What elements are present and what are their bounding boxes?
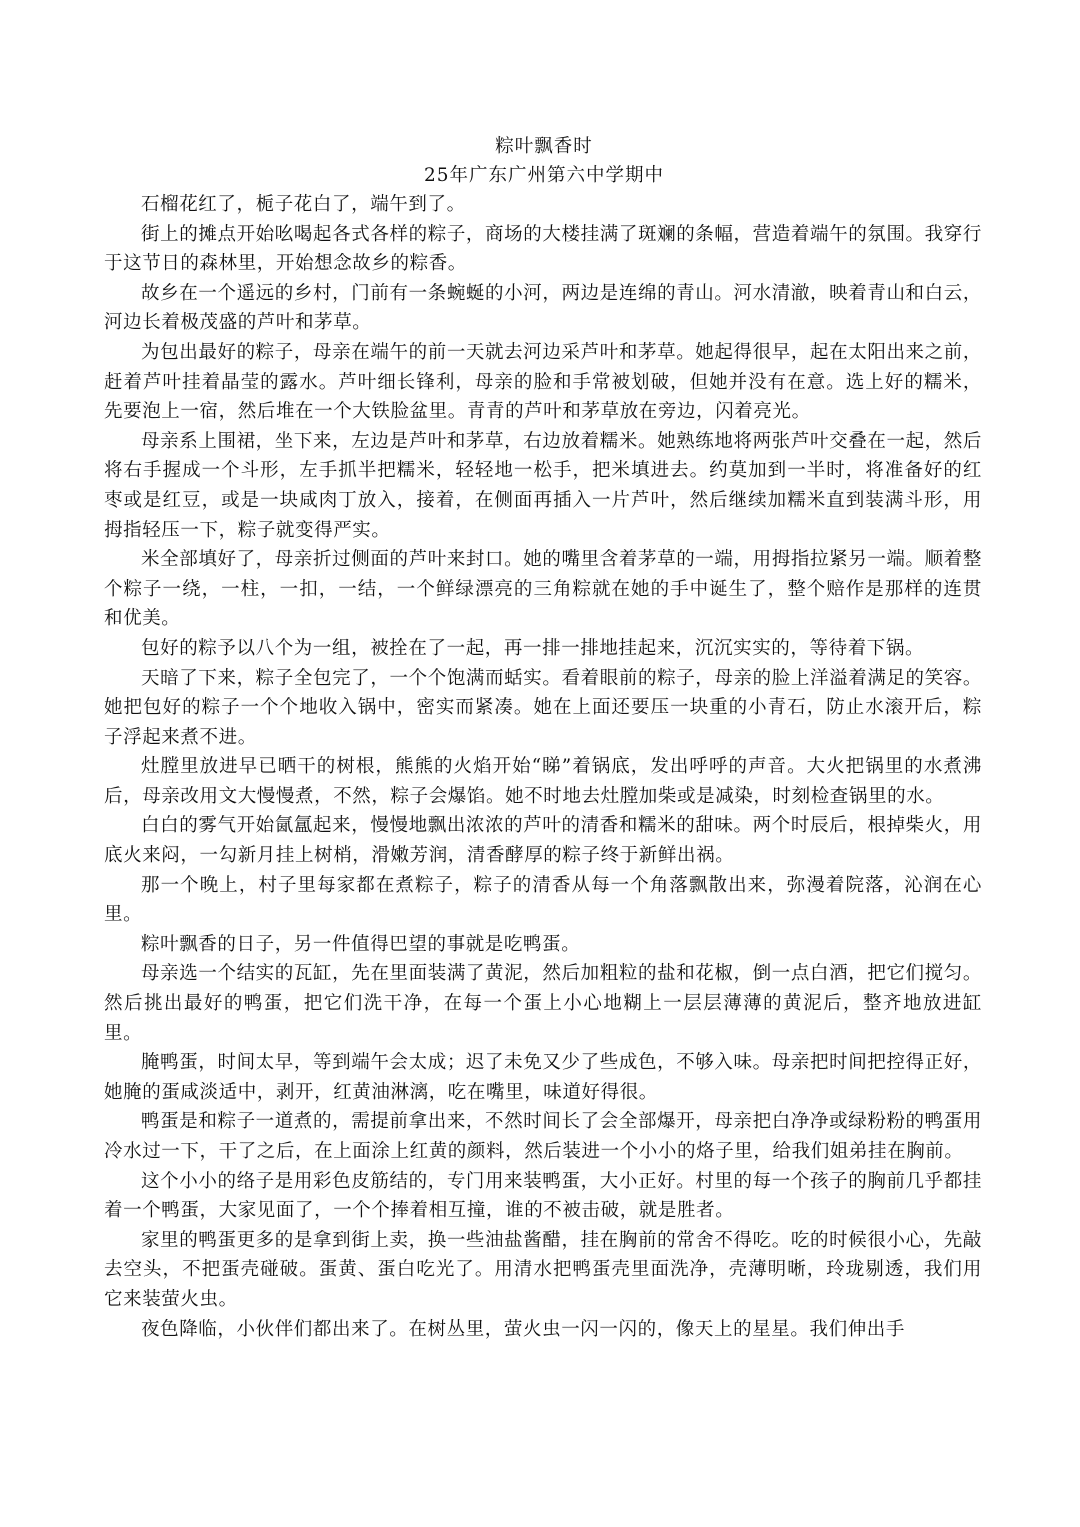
paragraph: 家里的鸭蛋更多的是拿到街上卖，换一些油盐酱醋，挂在胸前的常舍不得吃。吃的时候很小心，先敲去空头，不把蛋壳碰破。蛋黄、蛋白吃光了。用清水把鸭蛋壳里面洗净，壳薄明晰，玲珑剔透，我们用它来装萤火虫。 xyxy=(104,1229,982,1310)
paragraph: 故乡在一个遥远的乡村，门前有一条蜿蜒的小河，两边是连绵的青山。河水清澈，映着青山和白云，河边长着极茂盛的芦叶和茅草。 xyxy=(104,282,982,334)
paragraph: 米全部填好了，母亲折过侧面的芦叶来封口。她的嘴里含着茅草的一端，用拇指拉紧另一端。顺着整个粽子一绕，一柱，一扣，一结，一个鲜绿漂亮的三角粽就在她的手中诞生了，整个赔作是那样的连贯和优美。 xyxy=(104,549,982,630)
paragraph: 腌鸭蛋，时间太早，等到端午会太成；迟了未免又少了些成色，不够入味。母亲把时间把控得正好，她腌的蛋咸淡适中，剥开，红黄油淋漓，吃在嘴里，味道好得很。 xyxy=(104,1052,982,1103)
paragraph: 夜色降临，小伙伴们都出来了。在树丛里，萤火虫一闪一闪的，像天上的星星。我们伸出手 xyxy=(141,1318,906,1340)
paragraph: 白白的雾气开始氤氲起来，慢慢地飘出浓浓的芦叶的清香和糯米的甜味。两个时辰后，根掉柴火，用底火来闷，一勾新月挂上树梢，滑嫩芳润，清香酵厚的粽子终于新鲜出祸。 xyxy=(104,815,982,867)
title-block xyxy=(0,132,1080,190)
paragraph: 灶膛里放进早已晒干的树根，熊熊的火焰开始“睇”着锅底，发出呼呼的声音。大火把锅里的水煮沸后，母亲改用文大慢慢煮，不然，粽子会爆馅。她不时地去灶膛加柴或是减染，时刻检查锅里的水。 xyxy=(104,756,982,807)
document-subtitle: 25年广东广州第六中学期中 xyxy=(423,165,665,186)
paragraph: 石榴花红了，栀子花白了，端午到了。 xyxy=(141,194,466,215)
paragraph: 母亲系上围裙，坐下来，左边是芦叶和茅草，右边放着糯米。她熟练地将两张芦叶交叠在一起，然后将右手握成一个斗形，左手抓半把糯米，轻轻地一松手，把米填进去。约莫加到一半时，将准备好的红枣或是红豆，或是一块咸肉丁放入，接着，在侧面再插入一片芦叶，然后继续加糯米直到装满斗形，用拇指轻压一下，粽子就变得严实。 xyxy=(104,430,982,541)
paragraph: 鸭蛋是和粽子一道煮的，需提前拿出来，不然时间长了会全部爆开，母亲把白净净或绿粉粉的鸭蛋用冷水过一下，干了之后，在上面涂上红黄的颜料，然后装进一个小小的烙子里，给我们姐弟挂在胸前。 xyxy=(104,1111,982,1162)
paragraph: 包好的粽予以八个为一组，被拴在了一起，再一排一排地挂起来，沉沉实实的，等待着下锅。 xyxy=(141,637,925,659)
article-body xyxy=(104,190,982,1344)
paragraph: 天暗了下来，粽子全包完了，一个个饱满而蛞实。看着眼前的粽子，母亲的脸上洋溢着满足的笑容。她把包好的粽子一个个地收入锅中，密实而紧凑。她在上面还要压一块重的小青石，防止水滚开后，粽子浮起来煮不进。 xyxy=(104,667,982,748)
paragraph: 这个小小的络子是用彩色皮筋结的，专门用来装鸭蛋，大小正好。村里的每一个孩子的胸前几乎都挂着一个鸭蛋，大家见面了，一个个捧着相互撞，谁的不被击破，就是胜者。 xyxy=(104,1170,982,1222)
paragraph: 街上的摊点开始吆喝起各式各样的粽子，商场的大楼挂满了斑斓的条幅，营造着端午的氛围。我穿行于这节日的森林里，开始想念故乡的粽香。 xyxy=(104,223,982,275)
paragraph: 那一个晚上，村子里每家都在煮粽子，粽子的清香从每一个角落飘散出来，弥漫着院落，沁润在心里。 xyxy=(104,874,982,926)
paragraph: 粽叶飘香的日子，另一件值得巴望的事就是吃鸭蛋。 xyxy=(141,933,581,955)
paragraph: 母亲选一个结实的瓦缸，先在里面装满了黄泥，然后加粗粒的盐和花椒，倒一点白酒，把它们搅匀。然后挑出最好的鸭蛋，把它们洗干净，在每一个蛋上小心地糊上一层层薄薄的黄泥后，整齐地放进缸里。 xyxy=(104,963,982,1044)
paragraph: 为包出最好的粽子，母亲在端午的前一天就去河边采芦叶和茅草。她起得很早，起在太阳出来之前，赶着芦叶挂着晶莹的露水。芦叶细长锋利，母亲的脸和手常被划破，但她并没有在意。选上好的糯米，先要泡上一宿，然后堆在一个大铁脸盆里。青青的芦叶和茅草放在旁边，闪着亮光。 xyxy=(104,341,982,423)
document-title: 粽叶飘香时 xyxy=(495,136,593,157)
